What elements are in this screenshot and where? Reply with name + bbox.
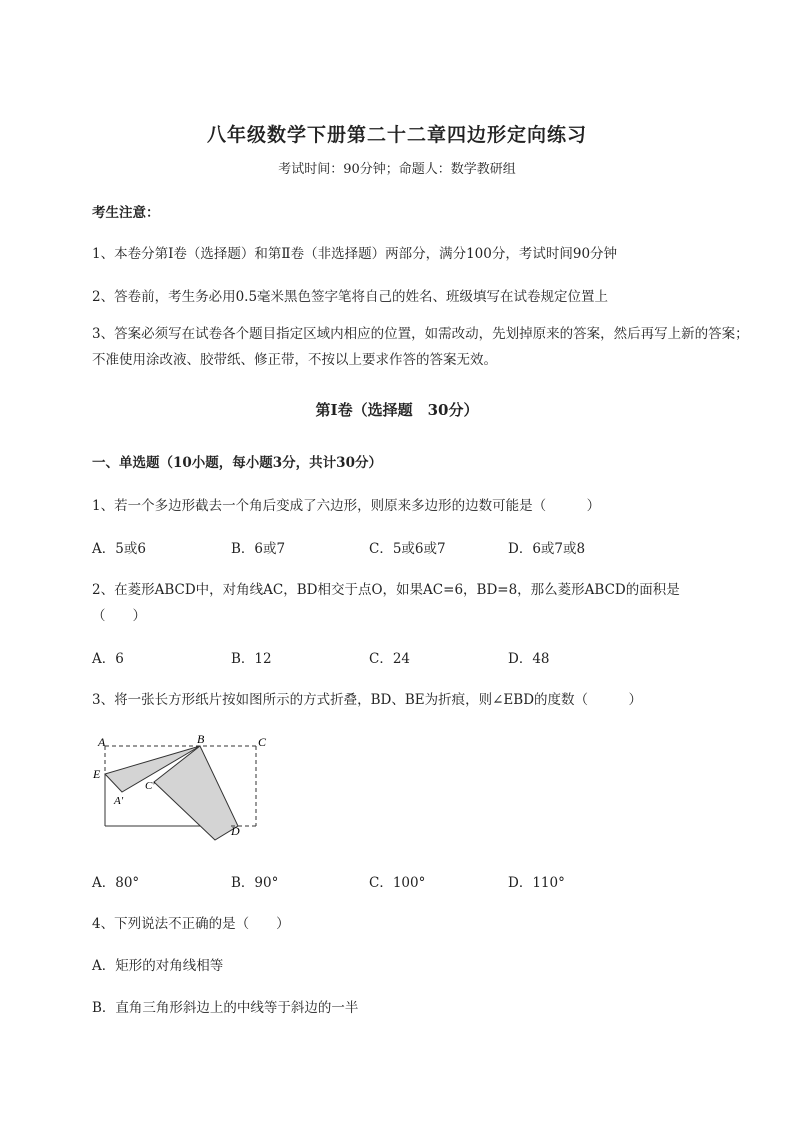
page-title: 八年级数学下册第二十二章四边形定向练习 — [206, 124, 587, 146]
question-stem: 3、将一张长方形纸片按如图所示的方式折叠，BD、BE为折痕，则∠EBD的度数（ ） — [92, 692, 643, 708]
label-d: D — [231, 824, 240, 838]
label-a: A — [98, 735, 106, 749]
option-a: A．5或6 — [92, 541, 146, 557]
option-d: D．48 — [508, 651, 550, 667]
option-a: A．80° — [92, 875, 140, 891]
option-b: B．90° — [231, 875, 279, 891]
label-a-prime: A′ — [114, 795, 124, 807]
option-c: C．100° — [369, 875, 426, 891]
option-a: A．6 — [92, 651, 124, 667]
option-b: B．6或7 — [231, 541, 286, 557]
option-a: A．矩形的对角线相等 — [92, 958, 224, 974]
question-stem-continued: （ ） — [92, 608, 146, 624]
option-b: B．12 — [231, 651, 272, 667]
part-heading: 一、单选题（10小题，每小题3分，共计30分） — [92, 455, 382, 471]
option-c: C．24 — [369, 651, 411, 667]
option-d: D．110° — [508, 875, 565, 891]
option-c: C．5或6或7 — [369, 541, 446, 557]
exam-info: 考试时间：90分钟；命题人：数学教研组 — [278, 162, 516, 177]
label-c: C — [258, 735, 267, 749]
notice-item: 2、答卷前，考生务必用0.5毫米黑色签字笔将自己的姓名、班级填写在试卷规定位置上 — [92, 289, 609, 305]
option-b: B．直角三角形斜边上的中线等于斜边的一半 — [92, 1000, 359, 1016]
notice-item: 3、答案必须写在试卷各个题目指定区域内相应的位置，如需改动，先划掉原来的答案，然后再写上新的答案；不准使用涂改液、胶带纸、修正带，不按以上要求作答的答案无效。 — [92, 326, 749, 368]
label-b: B — [197, 732, 205, 746]
question-stem: 4、下列说法不正确的是（ ） — [92, 916, 290, 932]
question-stem: 2、在菱形ABCD中，对角线AC，BD相交于点O，如果AC=6，BD=8，那么菱形ABCD的面积是 — [92, 582, 680, 598]
notice-heading: 考生注意： — [92, 205, 160, 221]
section-title: 第Ⅰ卷（选择题 30分） — [315, 401, 479, 419]
notice-item: 1、本卷分第Ⅰ卷（选择题）和第Ⅱ卷（非选择题）两部分，满分100分，考试时间90分钟 — [92, 246, 618, 262]
question-stem: 1、若一个多边形截去一个角后变成了六边形，则原来多边形的边数可能是（ ） — [92, 498, 601, 514]
folding-figure — [88, 732, 278, 847]
label-c-prime: C′ — [145, 780, 155, 792]
label-e: E — [93, 767, 101, 781]
option-d: D．6或7或8 — [508, 541, 586, 557]
